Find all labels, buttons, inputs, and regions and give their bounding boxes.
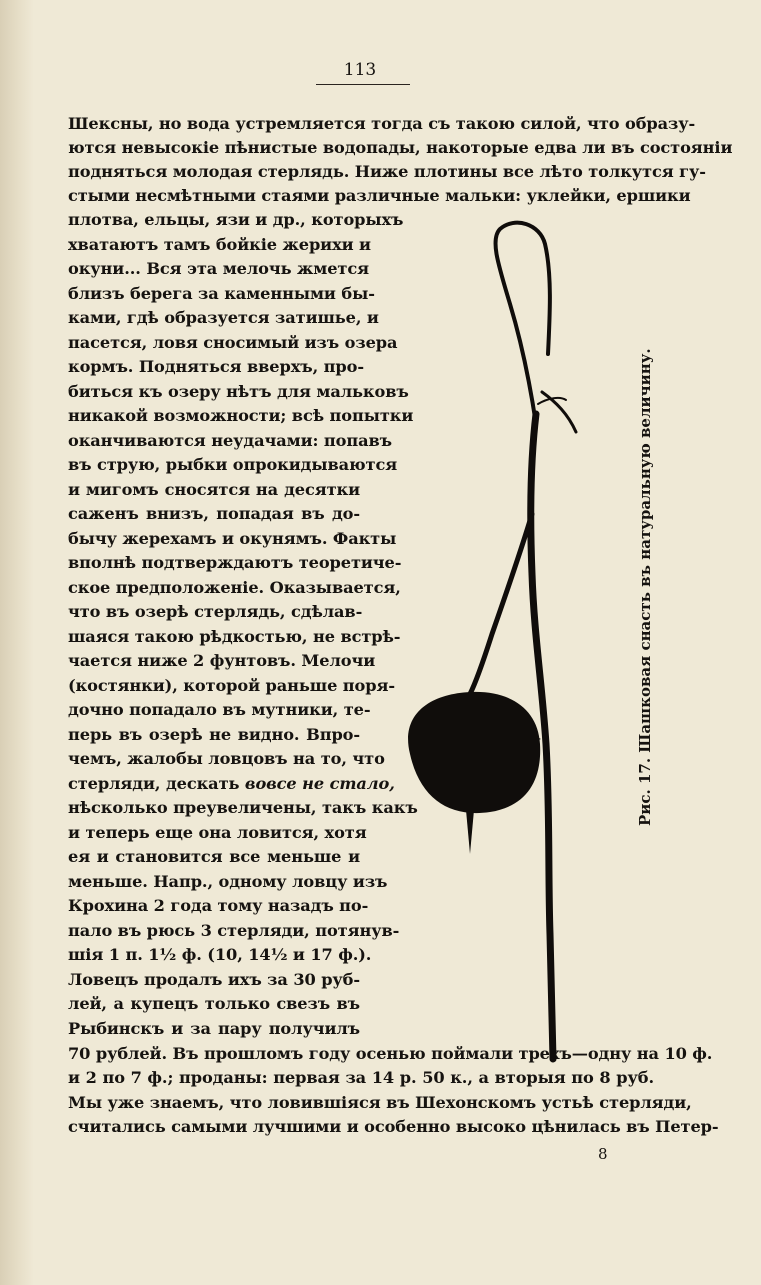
- text-line: лей, а купецъ только свезъ въ: [68, 994, 360, 1013]
- text-line: плотва, ельцы, язи и др., которыхъ: [68, 210, 404, 229]
- text-line: шія 1 п. 1½ ф. (10, 14½ и 17 ф.).: [68, 945, 372, 964]
- signature-mark: 8: [598, 1145, 608, 1163]
- text-line: подняться молодая стерлядь. Ниже плотины все лѣто толкутся гу-: [68, 162, 706, 181]
- text-line: дочно попадало въ мутники, те-: [68, 700, 371, 719]
- text-line: Ловецъ продалъ ихъ за 30 руб-: [68, 970, 361, 989]
- page-binding-shadow: [0, 0, 34, 1285]
- text-line-emphasis: [68, 772, 395, 796]
- text-line: ются невысокіе пѣнистые водопады, накоторые едва ли въ состояніи: [68, 138, 733, 157]
- text-line: шаяся такою рѣдкостью, не встрѣ-: [68, 627, 401, 646]
- text-line: стыми несмѣтными стаями различные мальки: уклейки, ершики: [68, 186, 691, 205]
- text-line: вполнѣ подтверждаютъ теоретиче-: [68, 553, 402, 572]
- text-line: ское предположеніе. Оказывается,: [68, 578, 401, 597]
- text-line: нѣсколько преувеличены, такъ какъ: [68, 798, 418, 817]
- italic-emphasis: вовсе не стало,: [244, 774, 395, 793]
- text-line: перь въ озерѣ не видно. Впро-: [68, 725, 360, 744]
- figure-caption: Рис. 17. Шашковая снасть въ натуральную величину.: [636, 348, 654, 826]
- text-line: близъ берега за каменными бы-: [68, 284, 375, 303]
- text-line: и теперь еще она ловится, хотя: [68, 823, 367, 842]
- text-line: чается ниже 2 фунтовъ. Мелочи: [68, 651, 376, 670]
- text-line: 70 рублей. Въ прошломъ году осенью поймали трехъ—одну на 10 ф.: [68, 1044, 713, 1063]
- text-line: саженъ внизъ, попадая въ до-: [68, 504, 360, 523]
- text-line: Рыбинскъ и за пару получилъ: [68, 1019, 360, 1038]
- text-line: ками, гдѣ образуется затишье, и: [68, 308, 379, 327]
- text-line: и мигомъ сносятся на десятки: [68, 480, 360, 499]
- header-rule: [316, 84, 410, 85]
- sinker-icon: [408, 692, 540, 813]
- text-line: бычу жерехамъ и окунямъ. Факты: [68, 529, 397, 548]
- text-line: и 2 по 7 ф.; проданы: первая за 14 р. 50 к., а вторыя по 8 руб.: [68, 1068, 654, 1087]
- text-line: окуни... Вся эта мелочь жмется: [68, 259, 369, 278]
- text-line: биться къ озеру нѣтъ для мальковъ: [68, 382, 409, 401]
- text-line: Крохина 2 года тому назадъ по-: [68, 896, 369, 915]
- text-line: (костянки), которой раньше поря-: [68, 676, 395, 695]
- fishing-line-icon: [470, 223, 576, 1059]
- text-line: пасется, ловя сносимый изъ озера: [68, 333, 398, 352]
- text-line: хватаютъ тамъ бойкіе жерихи и: [68, 235, 371, 254]
- page-number: 113: [343, 60, 377, 80]
- text-line: меньше. Напр., одному ловцу изъ: [68, 872, 388, 891]
- tackle-illustration: [380, 214, 590, 1074]
- text-line: Мы уже знаемъ, что ловившіяся въ Шехонскомъ устьѣ стерляди,: [68, 1093, 692, 1112]
- text-line: ея и становится все меньше и: [68, 847, 360, 866]
- text-line: Шексны, но вода устремляется тогда съ такою силой, что образу-: [68, 114, 696, 133]
- sinker-tip-icon: [466, 810, 474, 854]
- text-line: считались самыми лучшими и особенно высоко цѣнилась въ Петер-: [68, 1117, 719, 1136]
- text-line: кормъ. Подняться вверхъ, про-: [68, 357, 364, 376]
- text-run: стерляди, дескать: [68, 774, 245, 793]
- text-line: что въ озерѣ стерлядь, сдѣлав-: [68, 602, 363, 621]
- text-line: оканчиваются неудачами: попавъ: [68, 431, 392, 450]
- text-line: чемъ, жалобы ловцовъ на то, что: [68, 749, 385, 768]
- text-line: пало въ рюсь 3 стерляди, потянув-: [68, 921, 400, 940]
- text-line: никакой возможности; всѣ попытки: [68, 406, 414, 425]
- text-line: въ струю, рыбки опрокидываются: [68, 455, 398, 474]
